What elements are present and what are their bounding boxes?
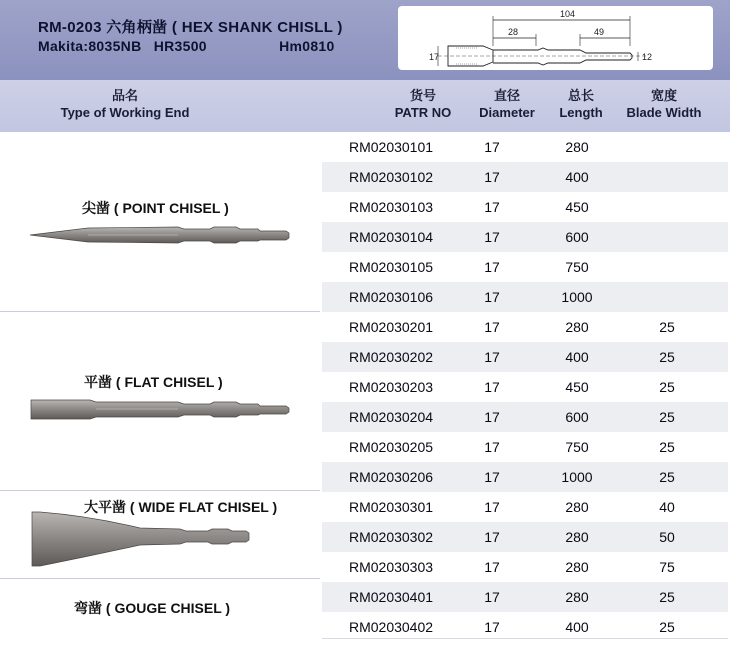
dim-diameter: 17 [429, 52, 440, 62]
part-number-cell: RM02030201 [348, 319, 434, 335]
dim-width: 12 [642, 52, 653, 62]
diameter-cell: 17 [484, 319, 500, 335]
wide-flat-chisel-icon [30, 510, 255, 568]
diameter-cell: 17 [484, 169, 500, 185]
table-row [322, 432, 728, 462]
diameter-cell: 17 [484, 589, 500, 605]
diameter-cell: 17 [484, 439, 500, 455]
length-cell: 280 [565, 319, 589, 335]
length-cell: 450 [565, 379, 589, 395]
section-wide-flat-chisel: 大平凿 ( WIDE FLAT CHISEL ) [84, 499, 278, 515]
diameter-cell: 17 [484, 289, 500, 305]
table-row [322, 132, 728, 162]
length-cell: 280 [565, 139, 589, 155]
table-row [322, 492, 728, 522]
blade-width-cell [622, 192, 712, 222]
blade-width-cell [622, 222, 712, 252]
length-cell: 1000 [561, 289, 593, 305]
blade-width-cell: 25 [659, 619, 675, 635]
col-diameter: 直径 Diameter [479, 88, 535, 120]
blade-width-cell: 75 [659, 559, 675, 575]
diameter-cell: 17 [484, 139, 500, 155]
length-cell: 1000 [561, 469, 593, 485]
diameter-cell: 17 [484, 379, 500, 395]
dim-shank: 49 [594, 27, 605, 37]
diameter-cell: 17 [484, 409, 500, 425]
dim-total: 104 [560, 9, 576, 19]
table-row [322, 162, 728, 192]
blade-width-cell: 25 [659, 409, 675, 425]
diameter-cell: 17 [484, 469, 500, 485]
part-number-cell: RM02030301 [348, 499, 434, 515]
col-part-no: 货号 PATR NO [394, 88, 452, 120]
part-number-cell: RM02030401 [348, 589, 434, 605]
model-hr: HR3500 [153, 38, 207, 54]
length-cell: 750 [565, 259, 589, 275]
part-number-cell: RM02030303 [348, 559, 434, 575]
shank-drawing-icon [398, 6, 713, 70]
length-cell: 280 [565, 529, 589, 545]
diameter-cell: 17 [484, 559, 500, 575]
compatible-models [38, 38, 335, 54]
blade-width-cell: 25 [659, 349, 675, 365]
part-number-cell: RM02030402 [348, 619, 434, 635]
section-divider [0, 490, 320, 491]
table-row [322, 462, 728, 492]
section-point-chisel: 尖凿 ( POINT CHISEL ) [82, 200, 229, 216]
col-blade-width: 宽度 Blade Width [626, 88, 702, 120]
diameter-cell: 17 [484, 229, 500, 245]
table-row [322, 192, 728, 222]
blade-width-cell [622, 282, 712, 312]
table-row [322, 552, 728, 582]
diameter-cell: 17 [484, 349, 500, 365]
length-cell: 400 [565, 169, 589, 185]
part-number-cell: RM02030206 [348, 469, 434, 485]
diameter-cell: 17 [484, 199, 500, 215]
column-header-row [0, 80, 730, 132]
blade-width-cell: 25 [659, 319, 675, 335]
section-divider [0, 578, 320, 579]
catalog-header [0, 0, 730, 80]
table-bottom-rule [322, 638, 728, 639]
model-makita: Makita:8035NB [38, 38, 142, 54]
blade-width-cell: 25 [659, 589, 675, 605]
section-divider [0, 311, 320, 312]
length-cell: 450 [565, 199, 589, 215]
blade-width-cell [622, 132, 712, 162]
table-row [322, 372, 728, 402]
dimension-drawing [398, 6, 713, 70]
point-chisel-icon [28, 224, 293, 246]
table-row [322, 312, 728, 342]
table-row [322, 342, 728, 372]
dim-hex: 28 [508, 27, 519, 37]
length-cell: 280 [565, 559, 589, 575]
blade-width-cell: 25 [659, 469, 675, 485]
blade-width-cell: 40 [659, 499, 675, 515]
length-cell: 600 [565, 229, 589, 245]
diameter-cell: 17 [484, 619, 500, 635]
table-row [322, 222, 728, 252]
table-row [322, 282, 728, 312]
part-number-cell: RM02030302 [348, 529, 434, 545]
part-number-cell: RM02030204 [348, 409, 434, 425]
length-cell: 600 [565, 409, 589, 425]
part-number-cell: RM02030205 [348, 439, 434, 455]
product-title: RM-0203 六角柄凿 ( HEX SHANK CHISLL ) [38, 19, 343, 36]
length-cell: 280 [565, 589, 589, 605]
blade-width-cell [622, 162, 712, 192]
part-number-cell: RM02030101 [348, 139, 434, 155]
part-number-cell: RM02030106 [348, 289, 434, 305]
diameter-cell: 17 [484, 529, 500, 545]
model-hm: Hm0810 [279, 38, 335, 54]
length-cell: 400 [565, 619, 589, 635]
flat-chisel-icon [28, 396, 293, 422]
blade-width-cell: 25 [659, 379, 675, 395]
section-gouge-chisel: 弯凿 ( GOUGE CHISEL ) [74, 600, 231, 616]
table-row [322, 522, 728, 552]
length-cell: 750 [565, 439, 589, 455]
blade-width-cell: 50 [659, 529, 675, 545]
diameter-cell: 17 [484, 499, 500, 515]
col-type: 品名 Type of Working End [60, 88, 190, 120]
blade-width-cell [622, 252, 712, 282]
diameter-cell: 17 [484, 259, 500, 275]
length-cell: 400 [565, 349, 589, 365]
part-number-cell: RM02030104 [348, 229, 434, 245]
section-flat-chisel: 平凿 ( FLAT CHISEL ) [84, 374, 223, 390]
length-cell: 280 [565, 499, 589, 515]
part-number-cell: RM02030203 [348, 379, 434, 395]
part-number-cell: RM02030102 [348, 169, 434, 185]
table-row [322, 582, 728, 612]
table-row [322, 402, 728, 432]
blade-width-cell: 25 [659, 439, 675, 455]
col-length: 总长 Length [559, 88, 603, 120]
part-number-cell: RM02030105 [348, 259, 434, 275]
part-number-cell: RM02030103 [348, 199, 434, 215]
part-number-cell: RM02030202 [348, 349, 434, 365]
table-row [322, 252, 728, 282]
